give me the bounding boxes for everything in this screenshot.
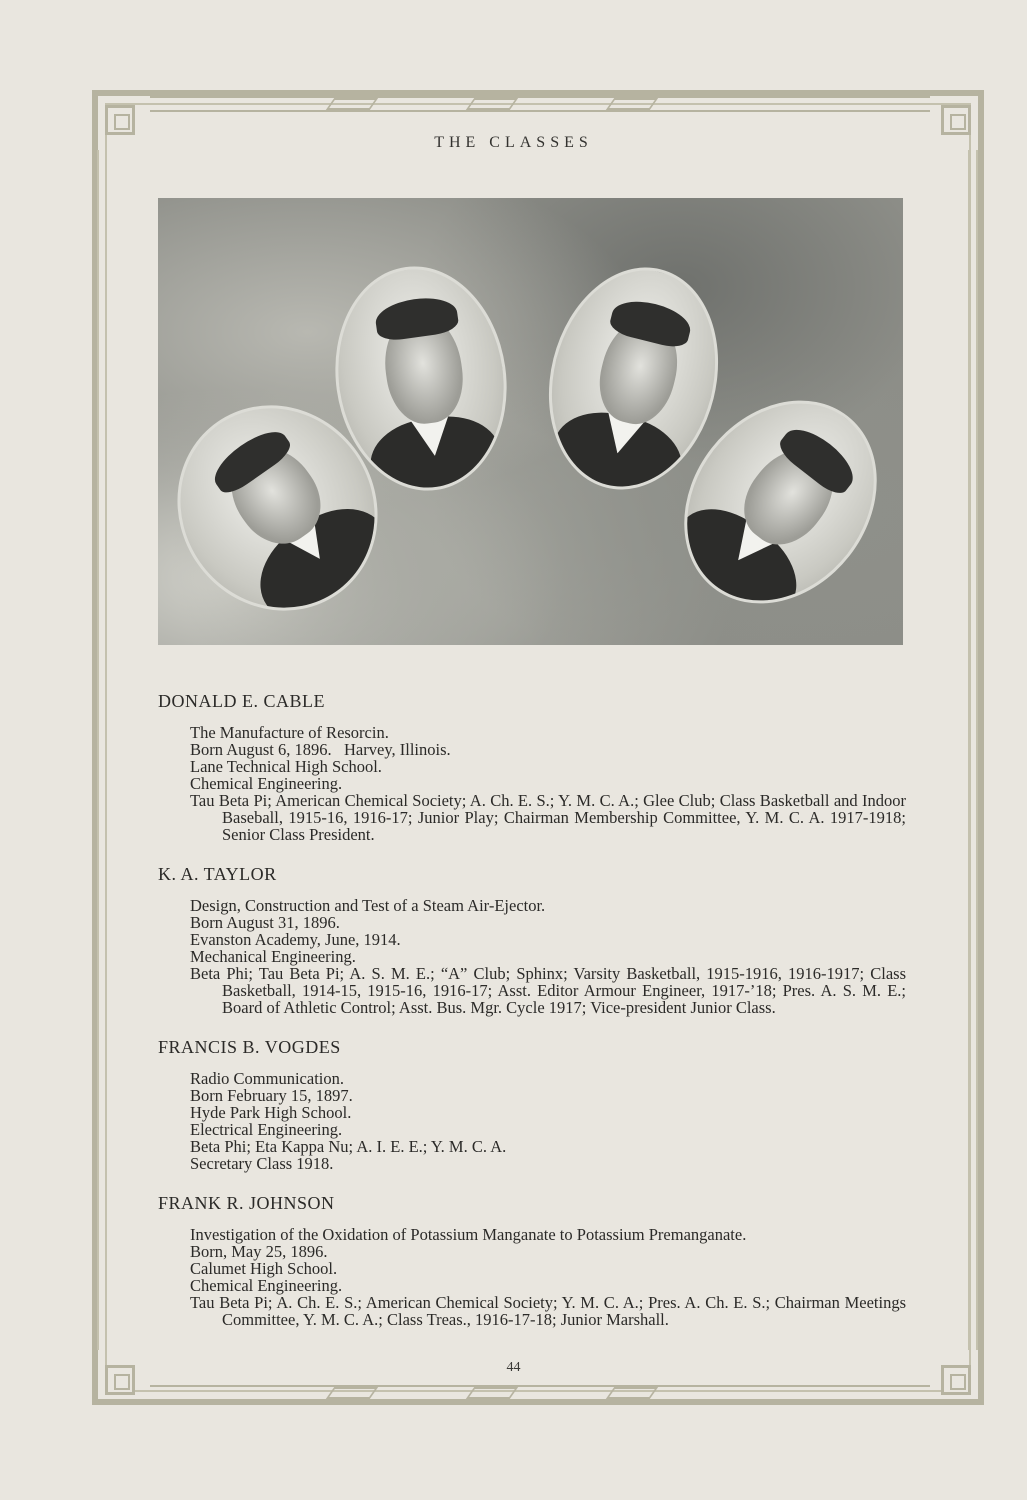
entry-johnson: [158, 1192, 906, 1328]
class-photo-panel: [158, 198, 903, 645]
border-ornament-icon: [606, 98, 658, 110]
entry-school: Lane Technical High School.: [190, 757, 382, 776]
entry-name: FRANCIS B. VOGDES: [158, 1037, 341, 1057]
entry-honors: Beta Phi; Tau Beta Pi; A. S. M. E.; “A” Club; Sphinx; Varsity Basketball, 1915-1916, 1916-1917; Class Basketball, 1914-15, 1915-16, 1916-17; Asst. Editor Armour Engineer, 1917-’18; Pres. A. S. M. E.; Board of Athletic Control; Asst. Bus. Mgr. Cycle 1917; Vice-president Junior Class.: [190, 964, 906, 1017]
border-ornament-icon: [466, 1387, 518, 1399]
entry-cable: [158, 690, 906, 843]
entry-thesis: Radio Communication.: [190, 1069, 344, 1088]
bottom-border-band: [150, 1385, 930, 1401]
entry-name: DONALD E. CABLE: [158, 691, 325, 711]
entry-honors: Beta Phi; Eta Kappa Nu; A. I. E. E.; Y. M. C. A.: [190, 1137, 507, 1156]
page-number: 44: [506, 1360, 521, 1375]
entry-course: Mechanical Engineering.: [190, 947, 356, 966]
right-border-band: [968, 150, 978, 1350]
entry-thesis: The Manufacture of Resorcin.: [190, 723, 389, 742]
entry-course: Chemical Engineering.: [190, 774, 343, 793]
border-ornament-icon: [606, 1387, 658, 1399]
entry-honors: Tau Beta Pi; A. Ch. E. S.; American Chemical Society; Y. M. C. A.; Pres. A. Ch. E. S.; Chairman Meetings Committee, Y. M. C. A.; Class Treas., 1916-17-18; Junior Marshall.: [190, 1293, 906, 1329]
entry-born: Born August 6, 1896. Harvey, Illinois.: [190, 740, 451, 759]
entry-born: Born, May 25, 1896.: [190, 1242, 328, 1261]
border-ornament-icon: [326, 1387, 378, 1399]
entry-honors: Tau Beta Pi; American Chemical Society; A. Ch. E. S.; Y. M. C. A.; Glee Club; Class Basketball and Indoor Baseball, 1915-16, 1916-17; Junior Play; Chairman Membership Committee, Y. M. C. A. 1917-1918; Senior Class President.: [190, 791, 906, 844]
border-ornament-icon: [326, 98, 378, 110]
entry-course: Chemical Engineering.: [190, 1276, 343, 1295]
entry-course: Electrical Engineering.: [190, 1120, 343, 1139]
entry-name: K. A. TAYLOR: [158, 864, 277, 884]
corner-ornament-icon: [105, 105, 135, 135]
entry-school: Calumet High School.: [190, 1259, 338, 1278]
left-border-band: [97, 150, 107, 1350]
entry-school: Evanston Academy, June, 1914.: [190, 930, 401, 949]
entries-list: [158, 690, 906, 1348]
entry-thesis: Investigation of the Oxidation of Potassium Manganate to Potassium Premanganate.: [190, 1225, 747, 1244]
top-border-band: [150, 96, 930, 112]
entry-born: Born August 31, 1896.: [190, 913, 340, 932]
border-ornament-icon: [466, 98, 518, 110]
entry-born: Born February 15, 1897.: [190, 1086, 353, 1105]
entry-thesis: Design, Construction and Test of a Steam Air-Ejector.: [190, 896, 546, 915]
entry-school: Hyde Park High School.: [190, 1103, 352, 1122]
entry-vogdes: [158, 1036, 906, 1172]
corner-ornament-icon: [941, 105, 971, 135]
entry-extra: Secretary Class 1918.: [190, 1154, 334, 1173]
entry-name: FRANK R. JOHNSON: [158, 1193, 335, 1213]
page-title: THE CLASSES: [434, 134, 593, 151]
entry-taylor: [158, 863, 906, 1016]
